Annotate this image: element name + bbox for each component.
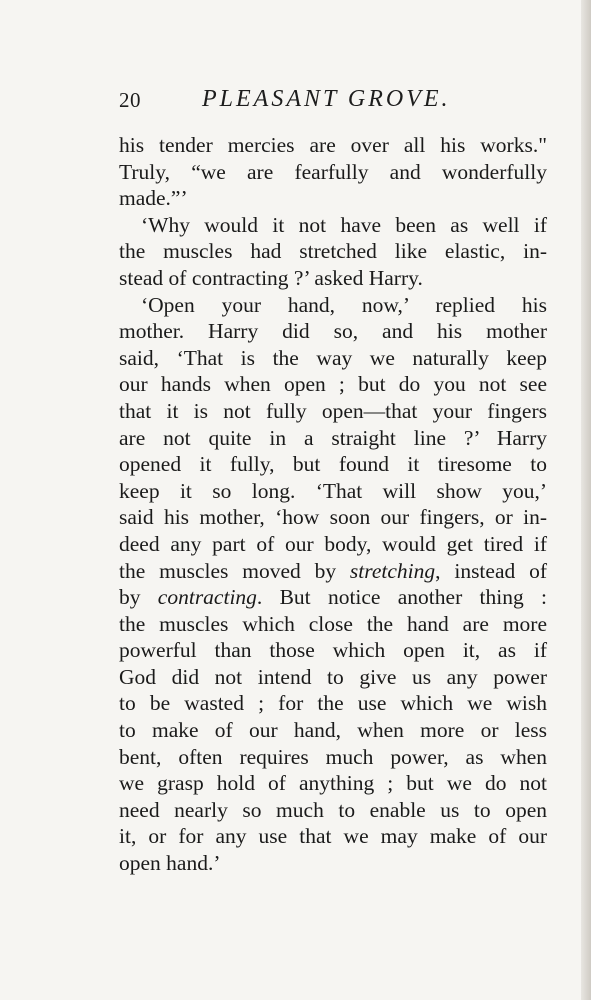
text-line: we grasp hold of anything ; but we do not [119, 771, 547, 796]
text-line: his tender mercies are over all his works." [119, 133, 547, 157]
text-run: the muscles moved by [119, 558, 350, 583]
text-line: Truly, “we are fearfully and wonderfully [119, 159, 547, 184]
body-text [119, 132, 547, 877]
italic-word: stretching [349, 558, 436, 583]
text-line: said, ‘That is the way we naturally keep [119, 345, 547, 370]
text-line: said his mother, ‘how soon our fingers, or in- [119, 505, 547, 530]
page-number: 20 [119, 88, 141, 112]
page-edge-shadow [581, 0, 591, 1000]
running-title: PLEASANT GROVE. [202, 86, 451, 112]
text-line: powerful than those which open it, as if [119, 638, 547, 663]
page-header [119, 86, 469, 118]
text-line: to make of our hand, when more or less [119, 718, 547, 743]
text-line: God did not intend to give us any power [119, 664, 547, 689]
text-line: that it is not fully open—that your fingers [119, 398, 547, 423]
text-line: the muscles had stretched like elastic, in- [119, 239, 547, 264]
text-run: . But notice another thing : [256, 585, 547, 610]
italic-word: contracting [157, 585, 257, 610]
text-line: our hands when open ; but do you not see [119, 372, 547, 397]
text-line: are not quite in a straight line ?’ Harry [119, 425, 547, 450]
text-line: it, or for any use that we may make of our [119, 824, 547, 849]
text-line: open hand.’ [119, 851, 221, 876]
text-line: mother. Harry did so, and his mother [119, 319, 547, 344]
text-line: opened it fully, but found it tiresome to [119, 452, 547, 477]
text-line [119, 558, 547, 585]
text-line: made.”’ [119, 186, 188, 211]
text-run: by [119, 585, 158, 610]
text-line: stead of contracting ?’ asked Harry. [119, 265, 423, 290]
text-line: bent, often requires much power, as when [119, 744, 547, 769]
text-line: deed any part of our body, would get tired if [119, 531, 547, 556]
text-line: the muscles which close the hand are more [119, 611, 547, 636]
text-line: keep it so long. ‘That will show you,’ [119, 478, 547, 503]
text-line: to be wasted ; for the use which we wish [119, 691, 547, 716]
text-run: , instead of [435, 558, 547, 583]
text-line: need nearly so much to enable us to open [119, 797, 547, 822]
text-line: ‘Why would it not have been as well if [141, 212, 547, 237]
text-line: ‘Open your hand, now,’ replied his [141, 292, 547, 317]
text-line [119, 584, 547, 611]
